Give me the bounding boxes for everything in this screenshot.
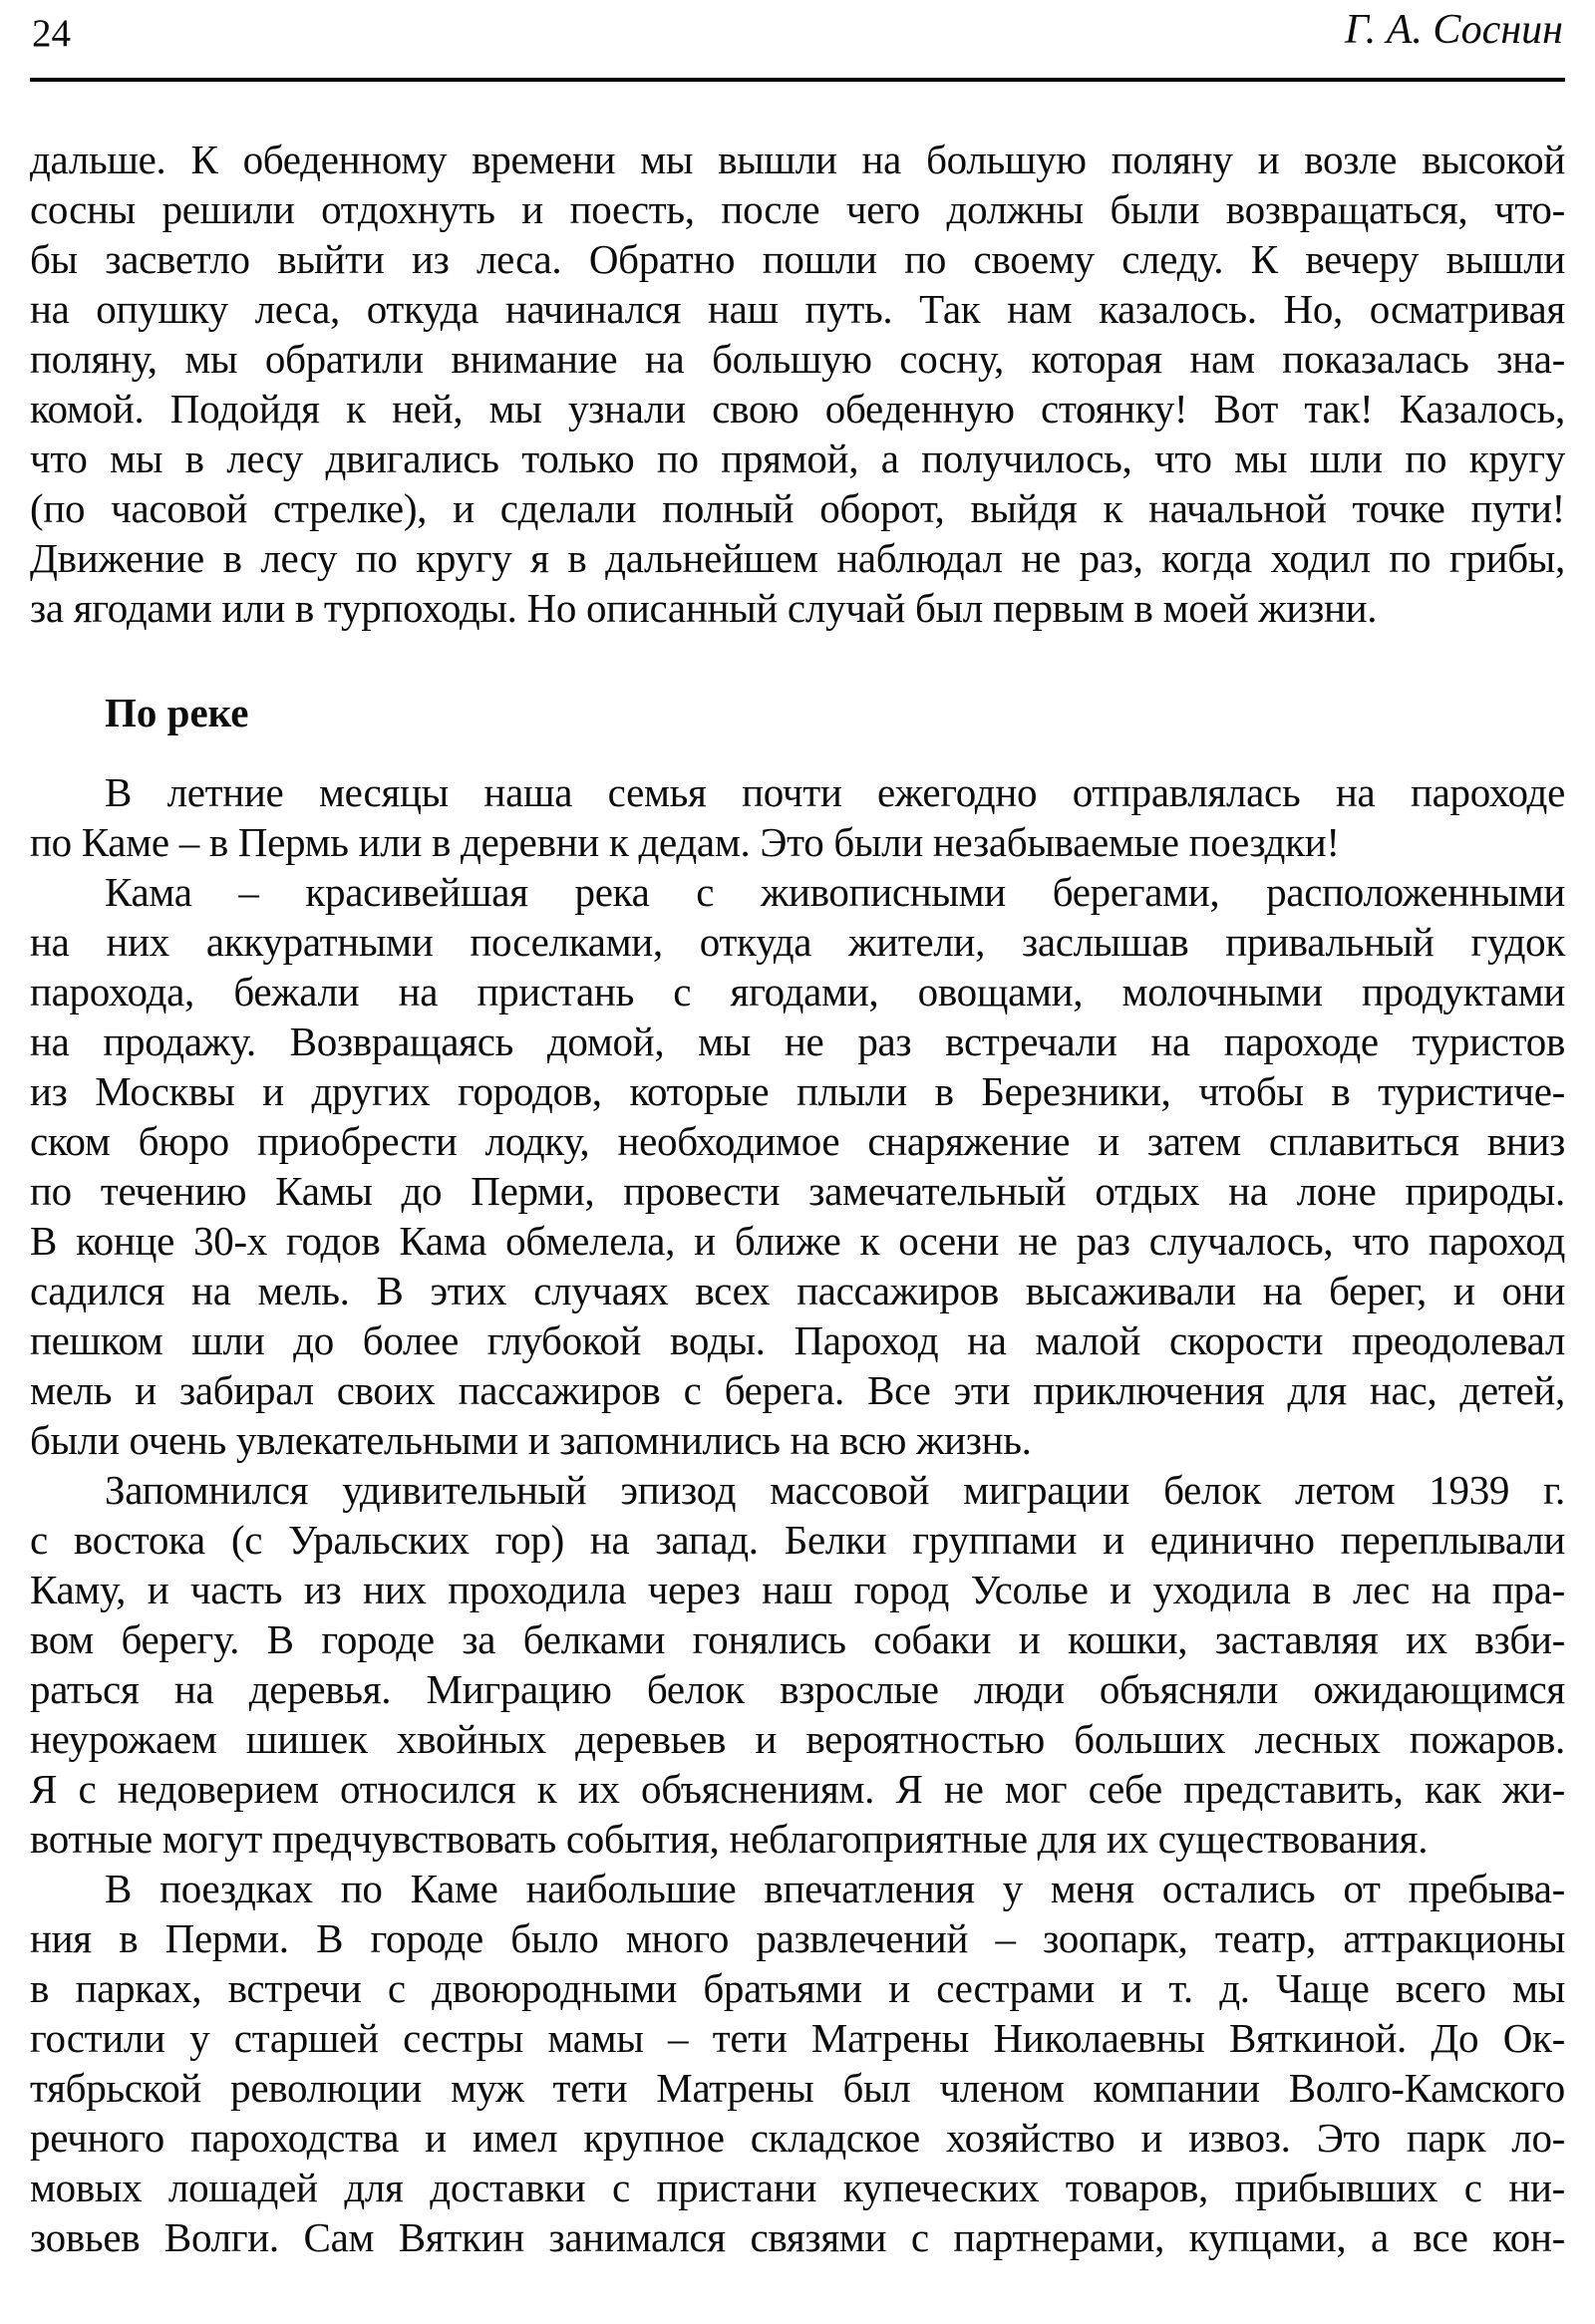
text-line: гостили у старшей сестры мамы – тети Матрены Николаевны Вяткиной. До Ок- bbox=[30, 2015, 1565, 2061]
text-line: сосны решили отдохнуть и поесть, после чего должны были возвращаться, что- bbox=[30, 186, 1565, 232]
text-line: речного пароходства и имел крупное складское хозяйство и извоз. Это парк ло- bbox=[30, 2115, 1565, 2161]
header-author: Г. А. Соснин bbox=[1344, 7, 1563, 53]
paragraph bbox=[30, 867, 1565, 1465]
text-line: ском бюро приобрести лодку, необходимое снаряжение и затем сплавиться вниз bbox=[30, 1118, 1565, 1164]
text-line: из Москвы и других городов, которые плыли в Березники, чтобы в туристиче- bbox=[30, 1068, 1565, 1114]
text-line: Запомнился удивительный эпизод массовой миграции белок летом 1939 г. bbox=[105, 1467, 1565, 1513]
text-line: за ягодами или в турпоходы. Но описанный случай был первым в моей жизни. bbox=[30, 585, 1378, 631]
paragraph bbox=[30, 1864, 1565, 2262]
paragraph bbox=[30, 767, 1565, 867]
text-line: с востока (с Уральских гор) на запад. Белки группами и единично переплывали bbox=[30, 1517, 1565, 1563]
text-line: вотные могут предчувствовать события, неблагоприятные для их существования. bbox=[30, 1816, 1429, 1862]
text-line: зовьев Волги. Сам Вяткин занимался связями с партнерами, купцами, а все кон- bbox=[30, 2214, 1565, 2260]
text-line: по Каме – в Пермь или в деревни к дедам. Это были незабываемые поездки! bbox=[30, 819, 1340, 865]
text-line: раться на деревья. Миграцию белок взрослые люди объясняли ожидающимся bbox=[30, 1666, 1565, 1712]
text-line: В конце 30-х годов Кама обмелела, и ближе к осени не раз случалось, что пароход bbox=[30, 1218, 1565, 1264]
text-line: поляну, мы обратили внимание на большую сосну, которая нам показалась зна- bbox=[30, 336, 1565, 382]
section-heading: По реке bbox=[105, 690, 249, 735]
header-rule bbox=[30, 78, 1565, 82]
text-line: Каму, и часть из них проходила через наш город Усолье и уходила в лес на пра- bbox=[30, 1567, 1565, 1612]
paragraph bbox=[30, 135, 1565, 633]
text-line: Движение в лесу по кругу я в дальнейшем наблюдал не раз, когда ходил по грибы, bbox=[30, 535, 1565, 581]
text-line: мовых лошадей для доставки с пристани купеческих товаров, прибывших с ни- bbox=[30, 2165, 1565, 2210]
text-line: что мы в лесу двигались только по прямой, а получилось, что мы шли по кругу bbox=[30, 436, 1565, 481]
text-line: парохода, бежали на пристань с ягодами, овощами, молочными продуктами bbox=[30, 969, 1565, 1015]
text-line: (по часовой стрелке), и сделали полный оборот, выйдя к начальной точке пути! bbox=[30, 485, 1565, 531]
text-line: садился на мель. В этих случаях всех пассажиров высаживали на берег, и они bbox=[30, 1268, 1565, 1313]
text-line: В летние месяцы наша семья почти ежегодно отправлялась на пароходе bbox=[105, 769, 1565, 815]
text-line: на продажу. Возвращаясь домой, мы не раз встречали на пароходе туристов bbox=[30, 1018, 1565, 1064]
text-line: пешком шли до более глубокой воды. Пароход на малой скорости преодолевал bbox=[30, 1317, 1565, 1363]
body-text bbox=[30, 135, 1565, 2262]
text-line: вом берегу. В городе за белками гонялись собаки и кошки, заставляя их взби- bbox=[30, 1616, 1565, 1662]
paragraph bbox=[30, 1465, 1565, 1864]
text-line: мель и забирал своих пассажиров с берега. Все эти приключения для нас, детей, bbox=[30, 1367, 1565, 1413]
text-line: на опушку леса, откуда начинался наш путь. Так нам казалось. Но, осматривая bbox=[30, 286, 1565, 332]
text-line: Кама – красивейшая река с живописными берегами, расположенными bbox=[105, 869, 1565, 915]
text-line: дальше. К обеденному времени мы вышли на большую поляну и возле высокой bbox=[30, 137, 1565, 182]
text-line: Я с недоверием относился к их объяснениям. Я не мог себе представить, как жи- bbox=[30, 1766, 1565, 1812]
text-line: тябрьской революции муж тети Матрены был членом компании Волго-Камского bbox=[30, 2065, 1565, 2111]
text-line: в парках, встречи с двоюродными братьями и сестрами и т. д. Чаще всего мы bbox=[30, 1965, 1565, 2011]
text-line: ния в Перми. В городе было много развлечений – зоопарк, театр, аттракционы bbox=[30, 1915, 1565, 1961]
text-line: В поездках по Каме наибольшие впечатления у меня остались от пребыва- bbox=[105, 1866, 1565, 1911]
text-line: по течению Камы до Перми, провести замечательный отдых на лоне природы. bbox=[30, 1168, 1565, 1214]
text-line: комой. Подойдя к ней, мы узнали свою обеденную стоянку! Вот так! Казалось, bbox=[30, 386, 1565, 432]
text-line: неурожаем шишек хвойных деревьев и вероятностью больших лесных пожаров. bbox=[30, 1716, 1565, 1762]
page-number: 24 bbox=[32, 12, 71, 55]
text-line: были очень увлекательными и запомнились на всю жизнь. bbox=[30, 1417, 1032, 1463]
text-line: на них аккуратными поселками, откуда жители, заслышав привальный гудок bbox=[30, 919, 1565, 965]
text-line: бы засветло выйти из леса. Обратно пошли по своему следу. К вечеру вышли bbox=[30, 236, 1565, 282]
